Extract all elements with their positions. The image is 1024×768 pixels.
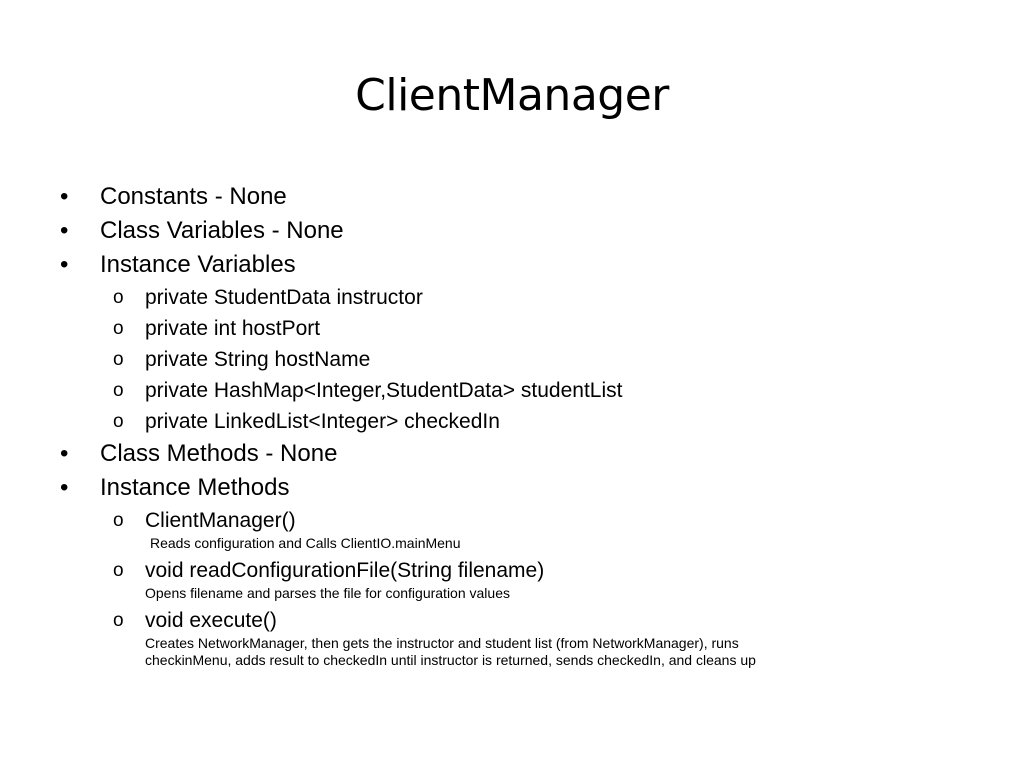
bullet-text: Class Variables - None: [100, 217, 344, 244]
bullet-dot: •: [60, 440, 69, 467]
bullet-item: [60, 471, 960, 505]
description-line: Creates NetworkManager, then gets the instructor and student list (from NetworkManager), runs: [145, 635, 739, 651]
bullet-dot: •: [60, 251, 69, 278]
sub-bullet-item: [60, 313, 960, 344]
sub-bullet-marker: o: [113, 318, 124, 339]
sub-bullet-marker: o: [113, 287, 124, 308]
description-line: Opens filename and parses the file for configuration values: [145, 585, 510, 601]
sub-bullet-item: [60, 406, 960, 437]
sub-bullet-marker: o: [113, 510, 124, 531]
sub-bullet-text: void execute(): [145, 609, 277, 632]
sub-bullet-marker: o: [113, 349, 124, 370]
sub-bullet-text: private int hostPort: [145, 317, 321, 340]
sub-bullet-text: private LinkedList<Integer> checkedIn: [145, 410, 500, 433]
method-description: [60, 635, 960, 669]
sub-bullet-item: [60, 605, 960, 636]
method-description: [60, 585, 960, 602]
sub-bullet-item: [60, 282, 960, 313]
sub-bullet-marker: o: [113, 610, 124, 631]
sub-bullet-item: [60, 505, 960, 536]
sub-bullet-item: [60, 344, 960, 375]
bullet-dot: •: [60, 474, 69, 501]
bullet-item: [60, 248, 960, 282]
bullet-item: [60, 214, 960, 248]
sub-bullet-text: private HashMap<Integer,StudentData> studentList: [145, 379, 623, 402]
sub-bullet-item: [60, 555, 960, 586]
sub-bullet-text: private StudentData instructor: [145, 286, 423, 309]
sub-bullet-marker: o: [113, 380, 124, 401]
method-description: [60, 535, 960, 552]
bullet-text: Instance Methods: [100, 474, 290, 501]
sub-bullet-text: private String hostName: [145, 348, 371, 371]
bullet-text: Instance Variables: [100, 251, 296, 278]
sub-bullet-text: ClientManager(): [145, 509, 296, 532]
bullet-text: Class Methods - None: [100, 440, 338, 467]
description-line: checkinMenu, adds result to checkedIn until instructor is returned, sends checkedIn, and cleans up: [145, 652, 756, 668]
bullet-item: [60, 180, 960, 214]
sub-bullet-marker: o: [113, 411, 124, 432]
sub-bullet-marker: o: [113, 560, 124, 581]
sub-bullet-item: [60, 375, 960, 406]
bullet-text: Constants - None: [100, 183, 287, 210]
slide-title: ClientManager: [355, 70, 669, 121]
sub-bullet-text: void readConfigurationFile(String filename): [145, 559, 545, 582]
slide-content: [60, 180, 960, 672]
bullet-item: [60, 437, 960, 471]
description-line: Reads configuration and Calls ClientIO.mainMenu: [150, 535, 461, 551]
bullet-dot: •: [60, 217, 69, 244]
bullet-dot: •: [60, 183, 69, 210]
